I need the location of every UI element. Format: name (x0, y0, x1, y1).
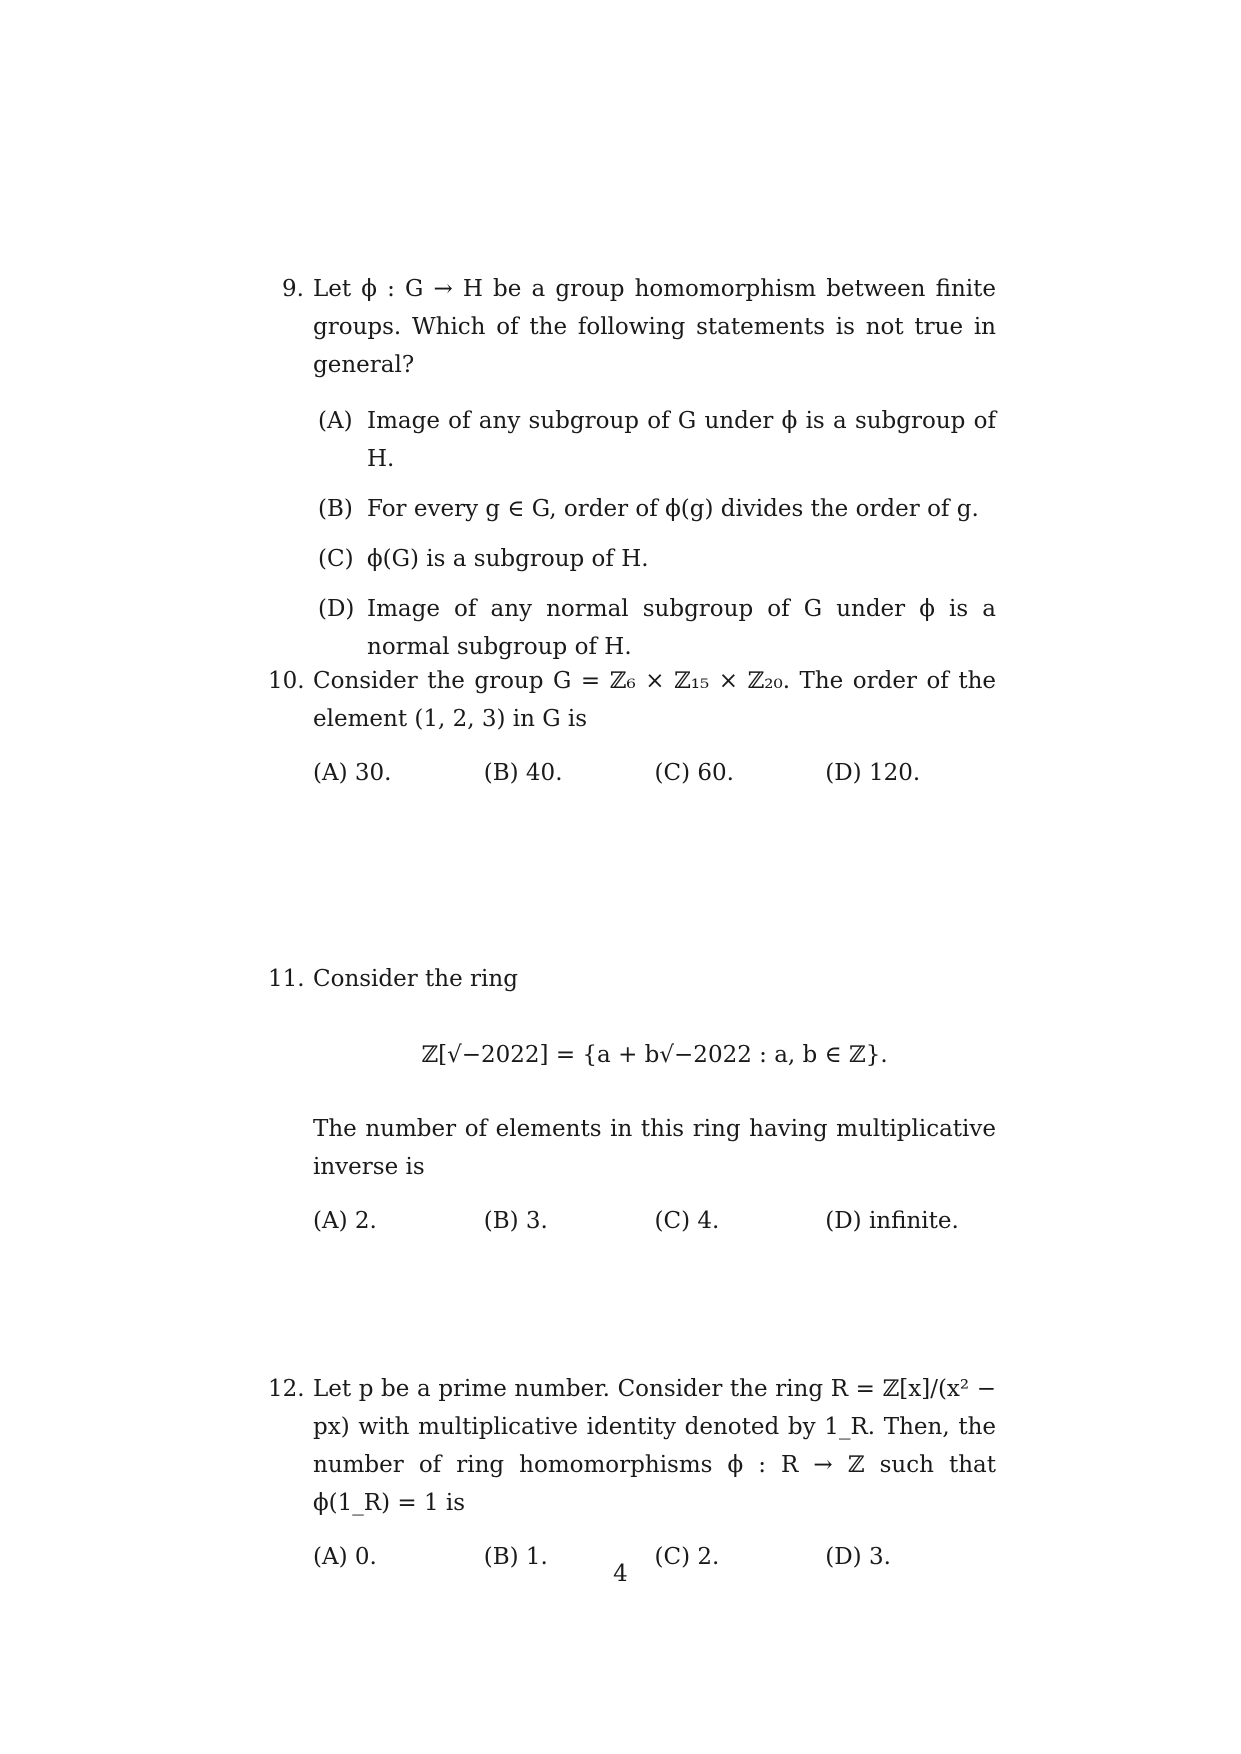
option-a (313, 754, 484, 792)
option-label: (C) (654, 760, 691, 786)
option-a (313, 1202, 484, 1240)
option-row (313, 1202, 996, 1240)
option-text: 60. (697, 760, 734, 786)
option-label: (B) (483, 760, 519, 786)
option-text: 4. (697, 1208, 720, 1234)
option-label: (C) (654, 1544, 691, 1570)
option-d (825, 1202, 996, 1240)
question-text: Let ϕ : G → H be a group homomorphism between finite groups. Which of the following statements is not true in general? (313, 276, 996, 378)
option-text: For every g ∈ G, order of ϕ(g) divides the order of g. (367, 496, 979, 522)
option-label: (D) (825, 1544, 862, 1570)
question-number: 12. (268, 1376, 305, 1402)
option-text: 2. (354, 1208, 377, 1234)
option-text: 3. (525, 1208, 548, 1234)
option-label: (D) (825, 1208, 862, 1234)
option-text: 3. (868, 1544, 891, 1570)
option-text: 30. (354, 760, 392, 786)
option-text: ϕ(G) is a subgroup of H. (367, 546, 649, 572)
option-text: 120. (868, 760, 921, 786)
option-text: 40. (525, 760, 563, 786)
question-number: 10. (268, 668, 305, 694)
option-text: 2. (697, 1544, 720, 1570)
option-b (318, 490, 996, 528)
question-11 (268, 960, 996, 1240)
option-a (318, 402, 996, 478)
display-equation: ℤ[√−2022] = {a + b√−2022 : a, b ∈ ℤ}. (421, 1042, 888, 1068)
question-number: 9. (282, 276, 304, 302)
question-9 (268, 270, 996, 678)
question-text: Consider the ring (313, 966, 518, 992)
option-row (313, 754, 996, 792)
option-text: infinite. (868, 1208, 959, 1234)
option-label: (A) (313, 760, 348, 786)
option-text: Image of any normal subgroup of G under ϕ is a normal subgroup of H. (367, 596, 996, 660)
option-label: (C) (318, 546, 354, 572)
option-label: (B) (483, 1544, 519, 1570)
option-d (825, 754, 996, 792)
option-label: (B) (318, 496, 353, 522)
option-text: 1. (525, 1544, 548, 1570)
question-text: Consider the group G = ℤ₆ × ℤ₁₅ × ℤ₂₀. The order of the element (1, 2, 3) in G is (313, 668, 996, 732)
question-12 (268, 1370, 996, 1576)
question-text: Let p be a prime number. Consider the ring R = ℤ[x]/(x² − px) with multiplicative identity denoted by 1_R. Then, the number of ring homomorphisms ϕ : R → ℤ such that ϕ(1_R) = 1 is (313, 1376, 996, 1516)
page-number: 4 (613, 1561, 628, 1587)
option-c (655, 1202, 826, 1240)
option-label: (B) (483, 1208, 519, 1234)
option-text: Image of any subgroup of G under ϕ is a subgroup of H. (367, 408, 996, 472)
option-list (318, 402, 996, 666)
option-label: (A) (313, 1208, 348, 1234)
option-b (484, 754, 655, 792)
question-10 (268, 662, 996, 792)
option-label: (A) (318, 408, 353, 434)
option-label: (D) (825, 760, 862, 786)
option-d (318, 590, 996, 666)
question-number: 11. (268, 966, 305, 992)
option-label: (A) (313, 1544, 348, 1570)
option-b (484, 1202, 655, 1240)
option-c (655, 754, 826, 792)
option-c (318, 540, 996, 578)
option-text: 0. (354, 1544, 377, 1570)
option-label: (D) (318, 596, 355, 622)
question-text-continued: The number of elements in this ring having multiplicative inverse is (313, 1116, 996, 1180)
option-label: (C) (654, 1208, 691, 1234)
